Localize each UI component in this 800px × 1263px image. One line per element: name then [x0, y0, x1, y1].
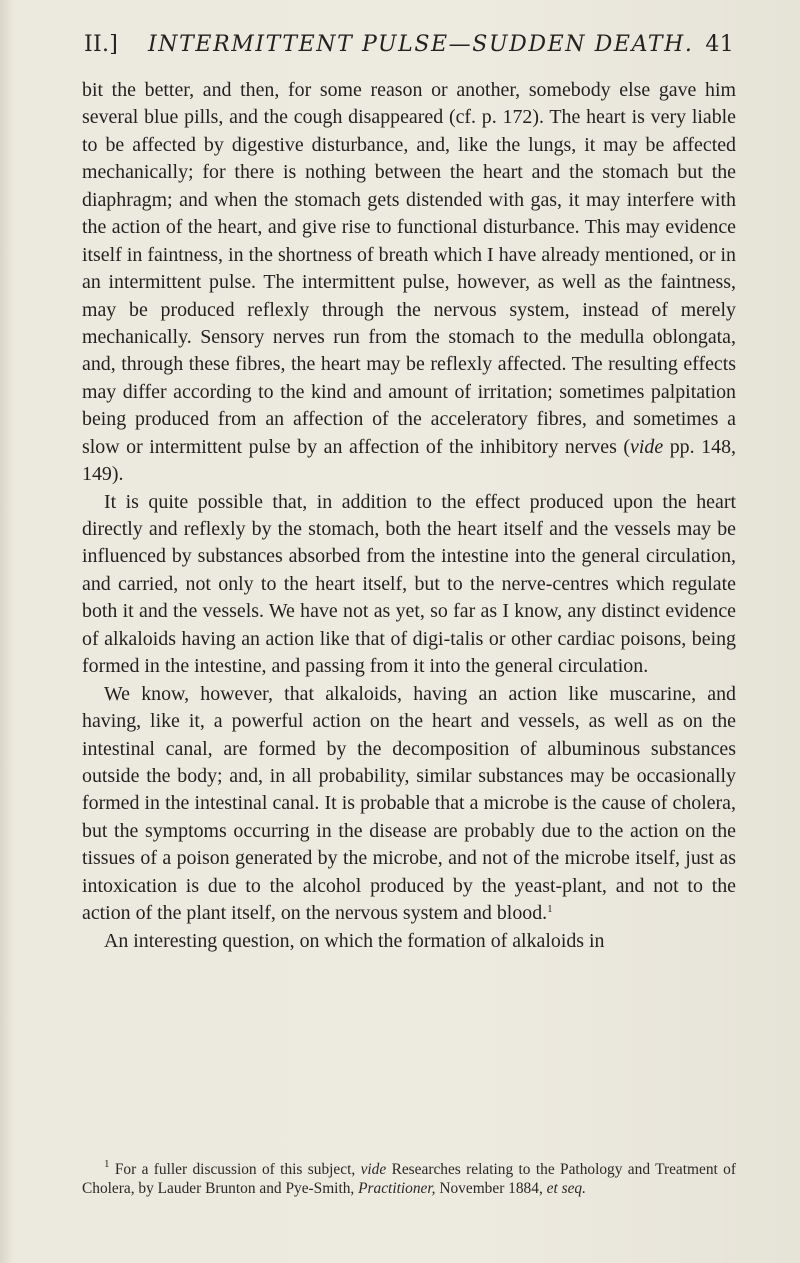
paragraph-1	[82, 77, 736, 489]
footnote-journal: Practitioner,	[358, 1180, 436, 1197]
footnote-text-3: November 1884,	[435, 1180, 547, 1197]
footnote-reference: 1	[547, 903, 553, 916]
body-text	[82, 77, 736, 955]
running-header	[84, 30, 734, 60]
paragraph-2	[82, 489, 736, 681]
paragraph-3	[82, 681, 736, 928]
footnote-et-seq: et seq.	[546, 1180, 586, 1197]
running-title: INTERMITTENT PULSE—SUDDEN DEATH.	[148, 32, 694, 57]
paragraph-1-text-end: pp. 148, 149).	[82, 435, 736, 486]
footnote-text-2: Researches relating to the Pathology and Treatment of Cholera, by Lauder Brunton and Pye-Smith,	[82, 1161, 736, 1197]
footnote-vide: vide	[360, 1161, 387, 1178]
page-number: 41	[705, 32, 734, 57]
paragraph-4-text: An interesting question, on which the formation of alkaloids in	[104, 929, 605, 952]
footnote	[82, 1160, 736, 1198]
footnote-mark: 1	[104, 1158, 110, 1170]
paragraph-3-text: We know, however, that alkaloids, having an action like muscarine, and having, like it, a powerful action on the heart and vessels, as well as on the intestinal canal, are formed by the decomposition of albuminous substances outside the body; and, in all probability, similar substances may be occasionally formed in the intestinal canal. It is probable that a microbe is the cause of cholera, but the symptoms occurring in the disease are probably due to the action on the tissues of a poison generated by the microbe, and not of the microbe itself, just as intoxication is due to the alcohol produced by the yeast-plant, and not to the action of the plant itself, on the nervous system and blood.	[82, 682, 736, 925]
paragraph-1-vide: vide	[630, 435, 664, 458]
footnote-text: For a fuller discussion of this subject,	[109, 1161, 361, 1178]
paragraph-4	[82, 928, 736, 955]
paragraph-1-text: bit the better, and then, for some reason or another, somebody else gave him several blue pills, and the cough disappeared (cf. p. 172). The heart is very liable to be affected by digestive disturbance, and, like the lungs, it may be affected mechanically; for there is nothing between the heart and the stomach but the diaphragm; and when the stomach gets distended with gas, it may interfere with the action of the heart, and give rise to functional disturbance. This may evidence itself in faintness, in the shortness of breath which I have already mentioned, or in an intermittent pulse. The intermittent pulse, however, as well as the faintness, may be produced reflexly through the nervous system, instead of merely mechanically. Sensory nerves run from the stomach to the medulla oblongata, and, through these fibres, the heart may be reflexly affected. The resulting effects may differ according to the kind and amount of irritation; sometimes palpitation being produced from an affection of the acceleratory fibres, and sometimes a slow or intermittent pulse by an affection of the inhibitory nerves (	[82, 79, 736, 458]
chapter-number: II.]	[84, 32, 119, 57]
paragraph-2-text: It is quite possible that, in addition to the effect produced upon the heart directly and reflexly by the stomach, both the heart itself and the vessels may be influenced by substances absorbed from the intestine into the general circulation, and carried, not only to the heart itself, but to the nerve-centres which regulate both it and the vessels. We have not as yet, so far as I know, any distinct evidence of alkaloids having an action like that of digi-talis or other cardiac poisons, being formed in the intestine, and passing from it into the general circulation.	[82, 490, 736, 678]
